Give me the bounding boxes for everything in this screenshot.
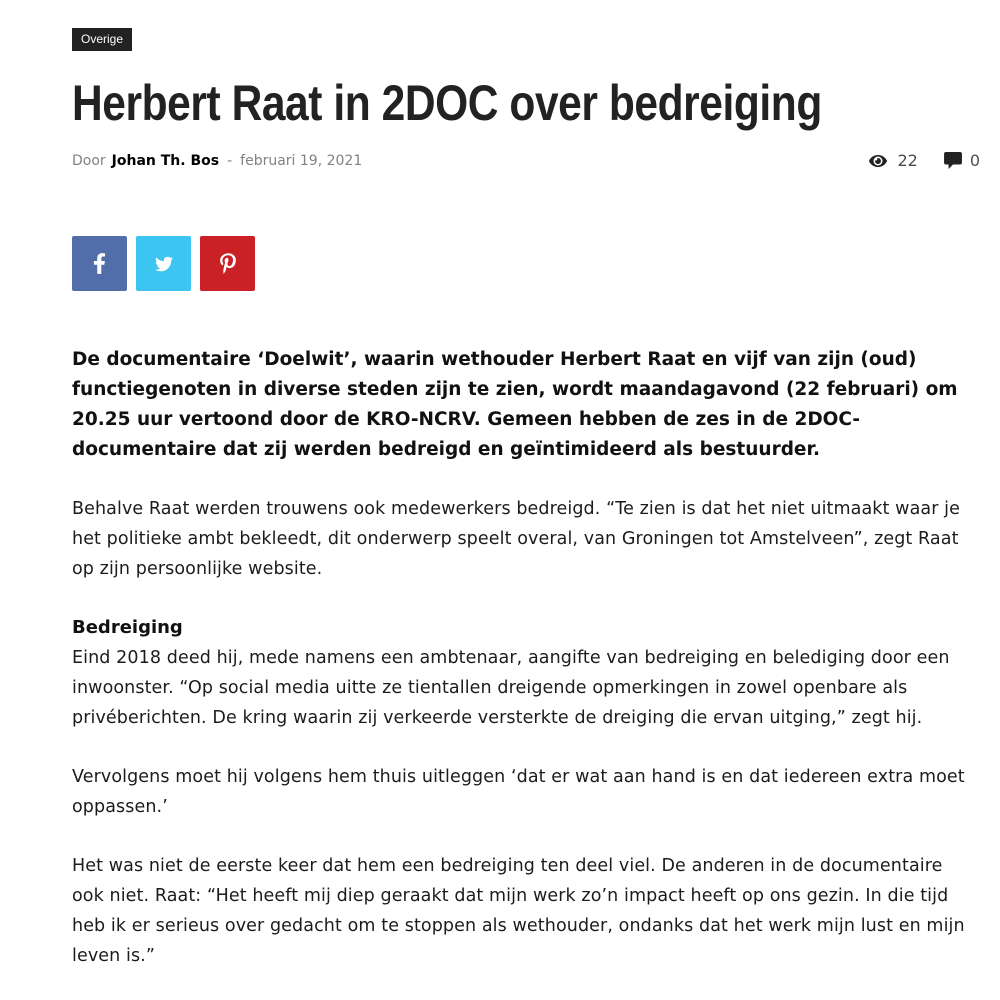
subheading-bedreiging: Bedreiging [72, 617, 183, 638]
twitter-share-button[interactable] [136, 236, 191, 291]
comments-stat[interactable] [944, 151, 980, 170]
article-meta-row [72, 151, 980, 170]
article-title [72, 75, 980, 131]
pinterest-share-button[interactable] [200, 236, 255, 291]
author-link[interactable]: Johan Th. Bos [111, 152, 220, 169]
article-stats [867, 151, 980, 170]
pinterest-p-icon [220, 253, 236, 274]
share-buttons [72, 236, 980, 291]
byline-separator: - [227, 152, 233, 169]
paragraph-vervolgens: Vervolgens moet hij volgens hem thuis uitleggen ‘dat er wat aan hand is en dat iedereen extra moet oppassen.’ [72, 767, 965, 817]
twitter-bird-icon [153, 255, 175, 273]
comments-count: 0 [969, 151, 980, 170]
publish-date: februari 19, 2021 [240, 152, 363, 169]
paragraph-het-was-niet: Het was niet de eerste keer dat hem een bedreiging ten deel viel. De anderen in de documentaire ook niet. Raat: “Het heeft mij diep geraakt dat mijn werk zo’n impact heeft op ons gezin. In die tijd heb ik er serieus over gedacht om te stoppen als wethouder, ondanks dat het werk mijn lust en mijn leven is.” [72, 856, 965, 966]
article-body [72, 345, 980, 971]
eye-icon [867, 153, 889, 169]
category-tag[interactable]: Overige [72, 28, 132, 51]
views-count: 22 [897, 151, 918, 170]
views-stat [867, 151, 917, 170]
paragraph-eind-2018: Eind 2018 deed hij, mede namens een ambtenaar, aangifte van bedreiging en belediging door een inwoonster. “Op social media uitte ze tientallen dreigende opmerkingen in zowel openbare als privéberichten. De kring waarin zij verkeerde versterkte de dreiging die ervan uitging,” zegt hij. [72, 648, 950, 728]
byline-prefix: Door [72, 152, 106, 169]
facebook-f-icon [93, 253, 106, 274]
byline [72, 153, 362, 169]
article-title-text: Herbert Raat in 2DOC over bedreiging [72, 75, 822, 131]
comment-icon [944, 152, 962, 169]
lead-paragraph: De documentaire ‘Doelwit’, waarin wethouder Herbert Raat en vijf van zijn (oud) functiegenoten in diverse steden zijn te zien, wordt maandagavond (22 februari) om 20.25 uur vertoond door de KRO-NCRV. Gemeen hebben de zes in de 2DOC-documentaire dat zij werden bedreigd en geïntimideerd als bestuurder. [72, 349, 958, 460]
paragraph-behalve-raat: Behalve Raat werden trouwens ook medewerkers bedreigd. “Te zien is dat het niet uitmaakt waar je het politieke ambt bekleedt, dit onderwerp speelt overal, van Groningen tot Amstelveen”, zegt Raat op zijn persoonlijke website. [72, 499, 961, 579]
facebook-share-button[interactable] [72, 236, 127, 291]
